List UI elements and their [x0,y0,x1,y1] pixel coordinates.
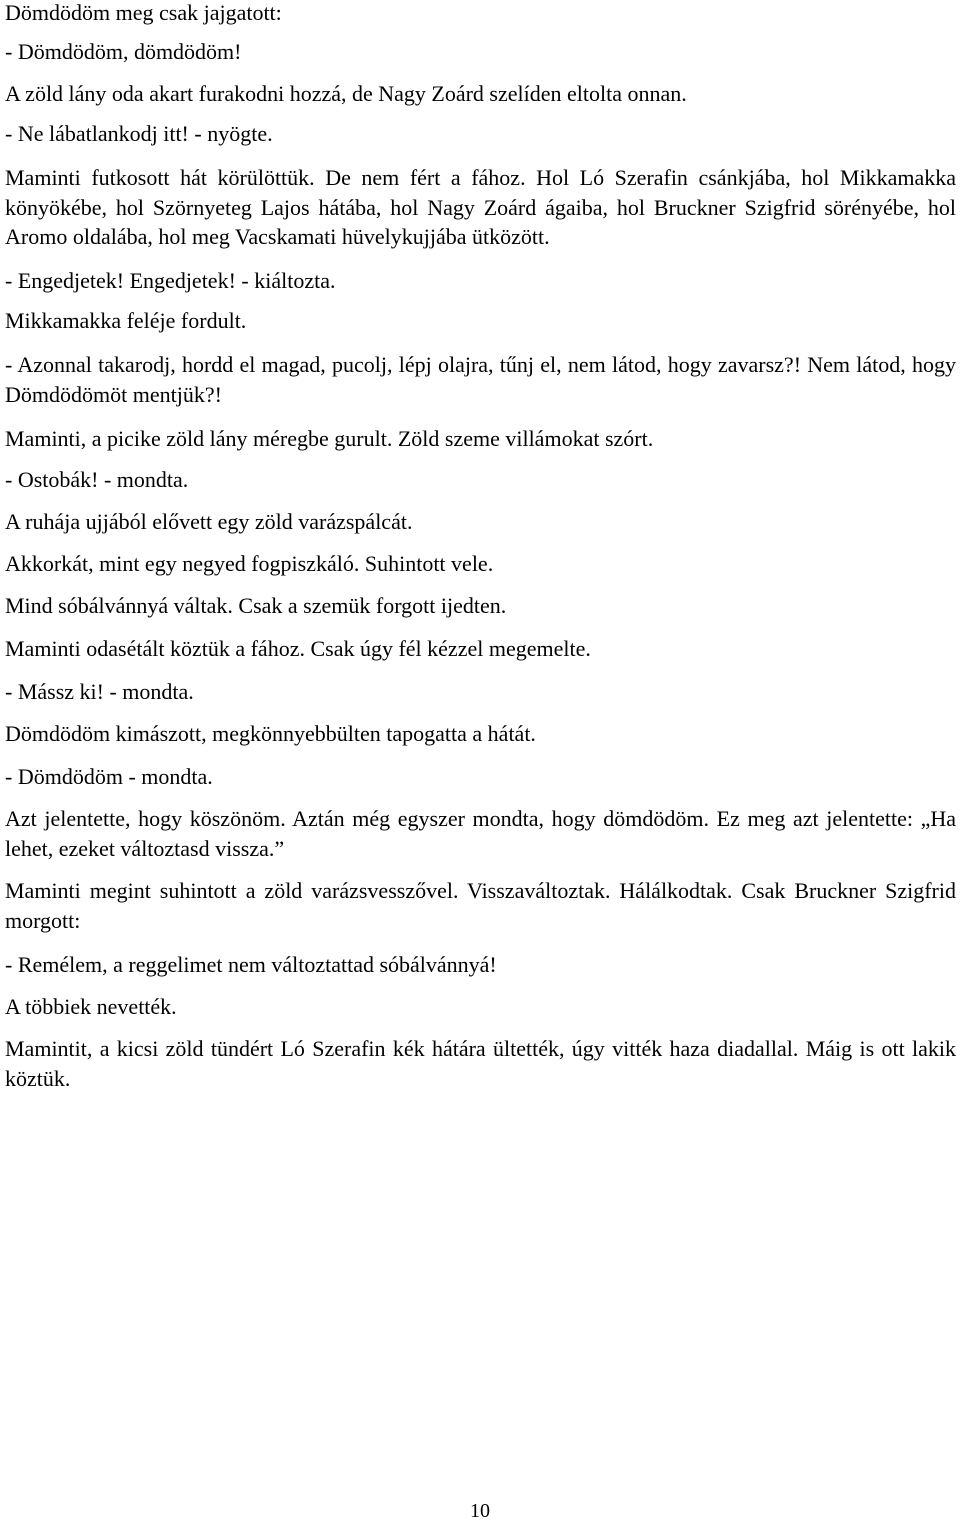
paragraph-10: - Ostobák! - mondta. [5,467,189,492]
paragraph-18: Azt jelentette, hogy köszönöm. Aztán még egyszer mondta, hogy dömdödöm. Ez meg azt jelentette: „Ha lehet, ezeket változtasd vissza.” [5,806,956,861]
paragraph-19: Maminti megint suhintott a zöld varázsvesszővel. Visszaváltoztak. Hálálkodtak. Csak Bruckner Szigfrid morgott: [5,878,956,933]
paragraph-17: - Dömdödöm - mondta. [5,764,213,789]
paragraph-6: - Engedjetek! Engedjetek! - kiáltozta. [5,268,336,293]
paragraph-7: Mikkamakka feléje fordult. [5,308,247,333]
page-number: 10 [470,1500,490,1522]
paragraph-11: A ruhája ujjából elővett egy zöld varázspálcát. [5,509,413,534]
paragraph-3: A zöld lány oda akart furakodni hozzá, de Nagy Zoárd szelíden eltolta onnan. [5,81,687,106]
paragraph-5: Maminti futkosott hát körülöttük. De nem fért a fához. Hol Ló Szerafin csánkjába, hol Mikkamakka könyökébe, hol Szörnyeteg Lajos hátába, hol Nagy Zoárd ágaiba, hol Bruckner Szigfrid sörényébe, hol Aromo oldalába, hol meg Vacskamati hüvelykujjába ütközött. [5,165,956,249]
paragraph-22: Mamintit, a kicsi zöld tündért Ló Szerafin kék hátára ültették, úgy vitték haza diadallal. Máig is ott lakik köztük. [5,1036,956,1091]
paragraph-21: A többiek nevették. [5,994,177,1019]
paragraph-2: - Dömdödöm, dömdödöm! [5,39,242,64]
paragraph-14: Maminti odasétált köztük a fához. Csak úgy fél kézzel megemelte. [5,636,591,661]
paragraph-13: Mind sóbálvánnyá váltak. Csak a szemük forgott ijedten. [5,593,507,618]
paragraph-1: Dömdödöm meg csak jajgatott: [5,0,282,25]
paragraph-12: Akkorkát, mint egy negyed fogpiszkáló. Suhintott vele. [5,551,494,576]
paragraph-9: Maminti, a picike zöld lány méregbe gurult. Zöld szeme villámokat szórt. [5,426,654,451]
paragraph-20: - Remélem, a reggelimet nem változtattad sóbálvánnyá! [5,952,497,977]
paragraph-8: - Azonnal takarodj, hordd el magad, pucolj, lépj olajra, tűnj el, nem látod, hogy zavarsz?! Nem látod, hogy Dömdödömöt mentjük?! [5,352,956,407]
paragraph-16: Dömdödöm kimászott, megkönnyebbülten tapogatta a hátát. [5,721,536,746]
paragraph-4: - Ne lábatlankodj itt! - nyögte. [5,121,273,146]
paragraph-15: - Mássz ki! - mondta. [5,679,194,704]
